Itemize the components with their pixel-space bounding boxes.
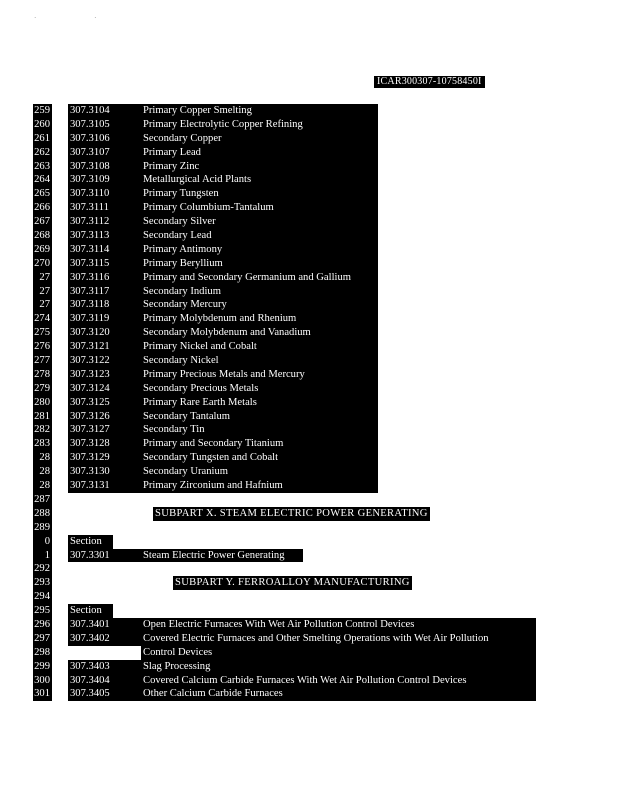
- section-description: Secondary Copper: [141, 132, 378, 146]
- section-code: 307.3114: [68, 243, 148, 257]
- row-number: 270: [34, 257, 50, 269]
- section-code: 307.3125: [68, 396, 148, 410]
- section-description: Steam Electric Power Generating: [141, 549, 303, 563]
- section-description: Secondary Nickel: [141, 354, 378, 368]
- subpart-heading: SUBPART Y. FERROALLOY MANUFACTURING: [175, 577, 410, 589]
- section-description: Primary Electrolytic Copper Refining: [141, 118, 378, 132]
- section-code: 307.3107: [68, 146, 148, 160]
- scan-specks: · ·: [34, 14, 125, 22]
- row-number: 299: [34, 660, 50, 672]
- section-description: Primary Precious Metals and Mercury: [141, 368, 378, 382]
- table-row: [33, 271, 593, 285]
- section-code: 307.3119: [68, 312, 148, 326]
- section-code: 307.3108: [68, 160, 148, 174]
- row-number: 28: [33, 465, 52, 479]
- section-code: Section: [68, 604, 113, 618]
- table-row: [33, 368, 593, 382]
- section-description: Primary Rare Earth Metals: [141, 396, 378, 410]
- document-id: ICAR300307-10758450I: [374, 76, 485, 88]
- section-description: Secondary Uranium: [141, 465, 378, 479]
- row-number: 280: [34, 396, 50, 408]
- row-number: 301: [34, 688, 50, 700]
- table-row: [33, 326, 593, 340]
- row-number: 292: [34, 563, 50, 575]
- section-description: Secondary Lead: [141, 229, 378, 243]
- row-number: 277: [34, 355, 50, 367]
- table-row: [33, 257, 593, 271]
- section-code: Section: [68, 535, 113, 549]
- table-row: [33, 298, 593, 312]
- row-number: 28: [33, 451, 52, 465]
- table-row: [33, 632, 593, 646]
- section-code: 307.3301: [68, 549, 148, 563]
- table-row: [33, 549, 593, 563]
- section-code: 307.3126: [68, 410, 148, 424]
- table-row: [33, 187, 593, 201]
- row-number: 274: [34, 313, 50, 325]
- section-code: 307.3109: [68, 173, 148, 187]
- table-row: [33, 396, 593, 410]
- section-code: 307.3113: [68, 229, 148, 243]
- row-number: 281: [34, 410, 50, 422]
- table-row: [33, 604, 593, 618]
- table-row: [33, 285, 593, 299]
- table-row: [33, 576, 593, 590]
- table-row: [33, 201, 593, 215]
- row-number: 263: [34, 160, 50, 172]
- section-code: 307.3128: [68, 437, 148, 451]
- section-code: 307.3405: [68, 687, 148, 701]
- row-number: 259: [34, 105, 50, 116]
- row-number: 279: [34, 382, 50, 394]
- row-number: 276: [34, 341, 50, 353]
- section-description: Primary Lead: [141, 146, 378, 160]
- row-number: 264: [34, 174, 50, 186]
- section-description: Secondary Precious Metals: [141, 382, 378, 396]
- section-description: Primary Tungsten: [141, 187, 378, 201]
- table-row: [33, 340, 593, 354]
- table-row: [33, 618, 593, 632]
- table-row: [33, 160, 593, 174]
- subpart-heading: SUBPART X. STEAM ELECTRIC POWER GENERATING: [155, 507, 428, 519]
- table-row: [33, 229, 593, 243]
- section-description: Primary Molybdenum and Rhenium: [141, 312, 378, 326]
- row-number: 294: [34, 591, 50, 603]
- table-row: [33, 465, 593, 479]
- section-code: 307.3129: [68, 451, 148, 465]
- row-number: 27: [33, 298, 52, 312]
- section-code: 307.3130: [68, 465, 148, 479]
- table-row: [33, 660, 593, 674]
- table-row: [33, 437, 593, 451]
- row-number: 267: [34, 216, 50, 228]
- section-description: Open Electric Furnaces With Wet Air Pollution Control Devices: [141, 618, 536, 632]
- section-description: Covered Electric Furnaces and Other Smelting Operations with Wet Air Pollution: [141, 632, 536, 646]
- section-description: Secondary Mercury: [141, 298, 378, 312]
- table-row: [33, 535, 593, 549]
- table-row: [33, 118, 593, 132]
- row-number: 300: [34, 674, 50, 686]
- row-number: 278: [34, 368, 50, 380]
- section-code: 307.3118: [68, 298, 148, 312]
- section-code: 307.3105: [68, 118, 148, 132]
- row-number: 289: [34, 521, 50, 533]
- section-code: 307.3112: [68, 215, 148, 229]
- section-description: Secondary Tantalum: [141, 410, 378, 424]
- table-row: [33, 173, 593, 187]
- row-number: 283: [34, 438, 50, 450]
- section-code: 307.3117: [68, 285, 148, 299]
- section-code: 307.3402: [68, 632, 148, 646]
- section-code: 307.3104: [68, 104, 148, 118]
- row-number: 282: [34, 424, 50, 436]
- section-description: Primary Nickel and Cobalt: [141, 340, 378, 354]
- row-number: 260: [34, 118, 50, 130]
- section-description: Primary Beryllium: [141, 257, 378, 271]
- section-code: 307.3121: [68, 340, 148, 354]
- section-code: 307.3106: [68, 132, 148, 146]
- section-description: Secondary Indium: [141, 285, 378, 299]
- table-row: [33, 382, 593, 396]
- row-number: 298: [34, 646, 50, 658]
- section-code: 307.3115: [68, 257, 148, 271]
- row-number: 262: [34, 146, 50, 158]
- row-number: 296: [34, 618, 50, 630]
- section-code: 307.3116: [68, 271, 148, 285]
- section-code: 307.3120: [68, 326, 148, 340]
- section-code: 307.3124: [68, 382, 148, 396]
- row-number: 269: [34, 243, 50, 255]
- section-description: Primary Antimony: [141, 243, 378, 257]
- section-code: 307.3122: [68, 354, 148, 368]
- table-row: [33, 104, 593, 118]
- section-description: Secondary Tungsten and Cobalt: [141, 451, 378, 465]
- row-number: 287: [34, 493, 50, 505]
- section-code: 307.3110: [68, 187, 148, 201]
- section-description: Primary and Secondary Germanium and Gallium: [141, 271, 378, 285]
- section-description: Slag Processing: [141, 660, 536, 674]
- table-row: [33, 215, 593, 229]
- table-row: [33, 646, 593, 660]
- section-code: 307.3111: [68, 201, 148, 215]
- row-number: 27: [33, 271, 52, 285]
- table-row: [33, 493, 593, 507]
- row-number: 288: [34, 507, 50, 519]
- table-row: [33, 687, 593, 701]
- row-number: 261: [34, 132, 50, 144]
- row-number: 295: [34, 605, 50, 617]
- table-row: [33, 507, 593, 521]
- section-description: Primary Copper Smelting: [141, 104, 378, 118]
- row-number: 293: [34, 577, 50, 589]
- row-number: 266: [34, 202, 50, 214]
- row-number: 1: [33, 549, 52, 563]
- section-description: Secondary Tin: [141, 423, 378, 437]
- table-row: [33, 354, 593, 368]
- section-description: Control Devices: [141, 646, 536, 660]
- row-number: 275: [34, 327, 50, 339]
- table-row: [33, 674, 593, 688]
- section-code: 307.3131: [68, 479, 148, 493]
- table-row: [33, 479, 593, 493]
- table-row: [33, 423, 593, 437]
- table-row: [33, 243, 593, 257]
- table-row: [33, 312, 593, 326]
- section-description: Primary and Secondary Titanium: [141, 437, 378, 451]
- section-description: Covered Calcium Carbide Furnaces With Wet Air Pollution Control Devices: [141, 674, 536, 688]
- row-number: 268: [34, 230, 50, 242]
- section-description: Primary Zirconium and Hafnium: [141, 479, 378, 493]
- table-row: [33, 146, 593, 160]
- table-row: [33, 451, 593, 465]
- row-number: 28: [33, 479, 52, 493]
- section-description: Secondary Molybdenum and Vanadium: [141, 326, 378, 340]
- row-number: 0: [33, 535, 52, 549]
- section-code: 307.3403: [68, 660, 148, 674]
- spreadsheet-rows: [33, 104, 593, 701]
- section-description: Metallurgical Acid Plants: [141, 173, 378, 187]
- section-code: 307.3404: [68, 674, 148, 688]
- section-description: Other Calcium Carbide Furnaces: [141, 687, 536, 701]
- table-row: [33, 562, 593, 576]
- table-row: [33, 521, 593, 535]
- table-row: [33, 132, 593, 146]
- table-row: [33, 410, 593, 424]
- section-description: Secondary Silver: [141, 215, 378, 229]
- section-description: Primary Columbium-Tantalum: [141, 201, 378, 215]
- section-code: 307.3127: [68, 423, 148, 437]
- row-number: 297: [34, 632, 50, 644]
- row-number: 27: [33, 285, 52, 299]
- row-number: 265: [34, 188, 50, 200]
- section-description: Primary Zinc: [141, 160, 378, 174]
- section-code: 307.3123: [68, 368, 148, 382]
- table-row: [33, 590, 593, 604]
- section-code: 307.3401: [68, 618, 148, 632]
